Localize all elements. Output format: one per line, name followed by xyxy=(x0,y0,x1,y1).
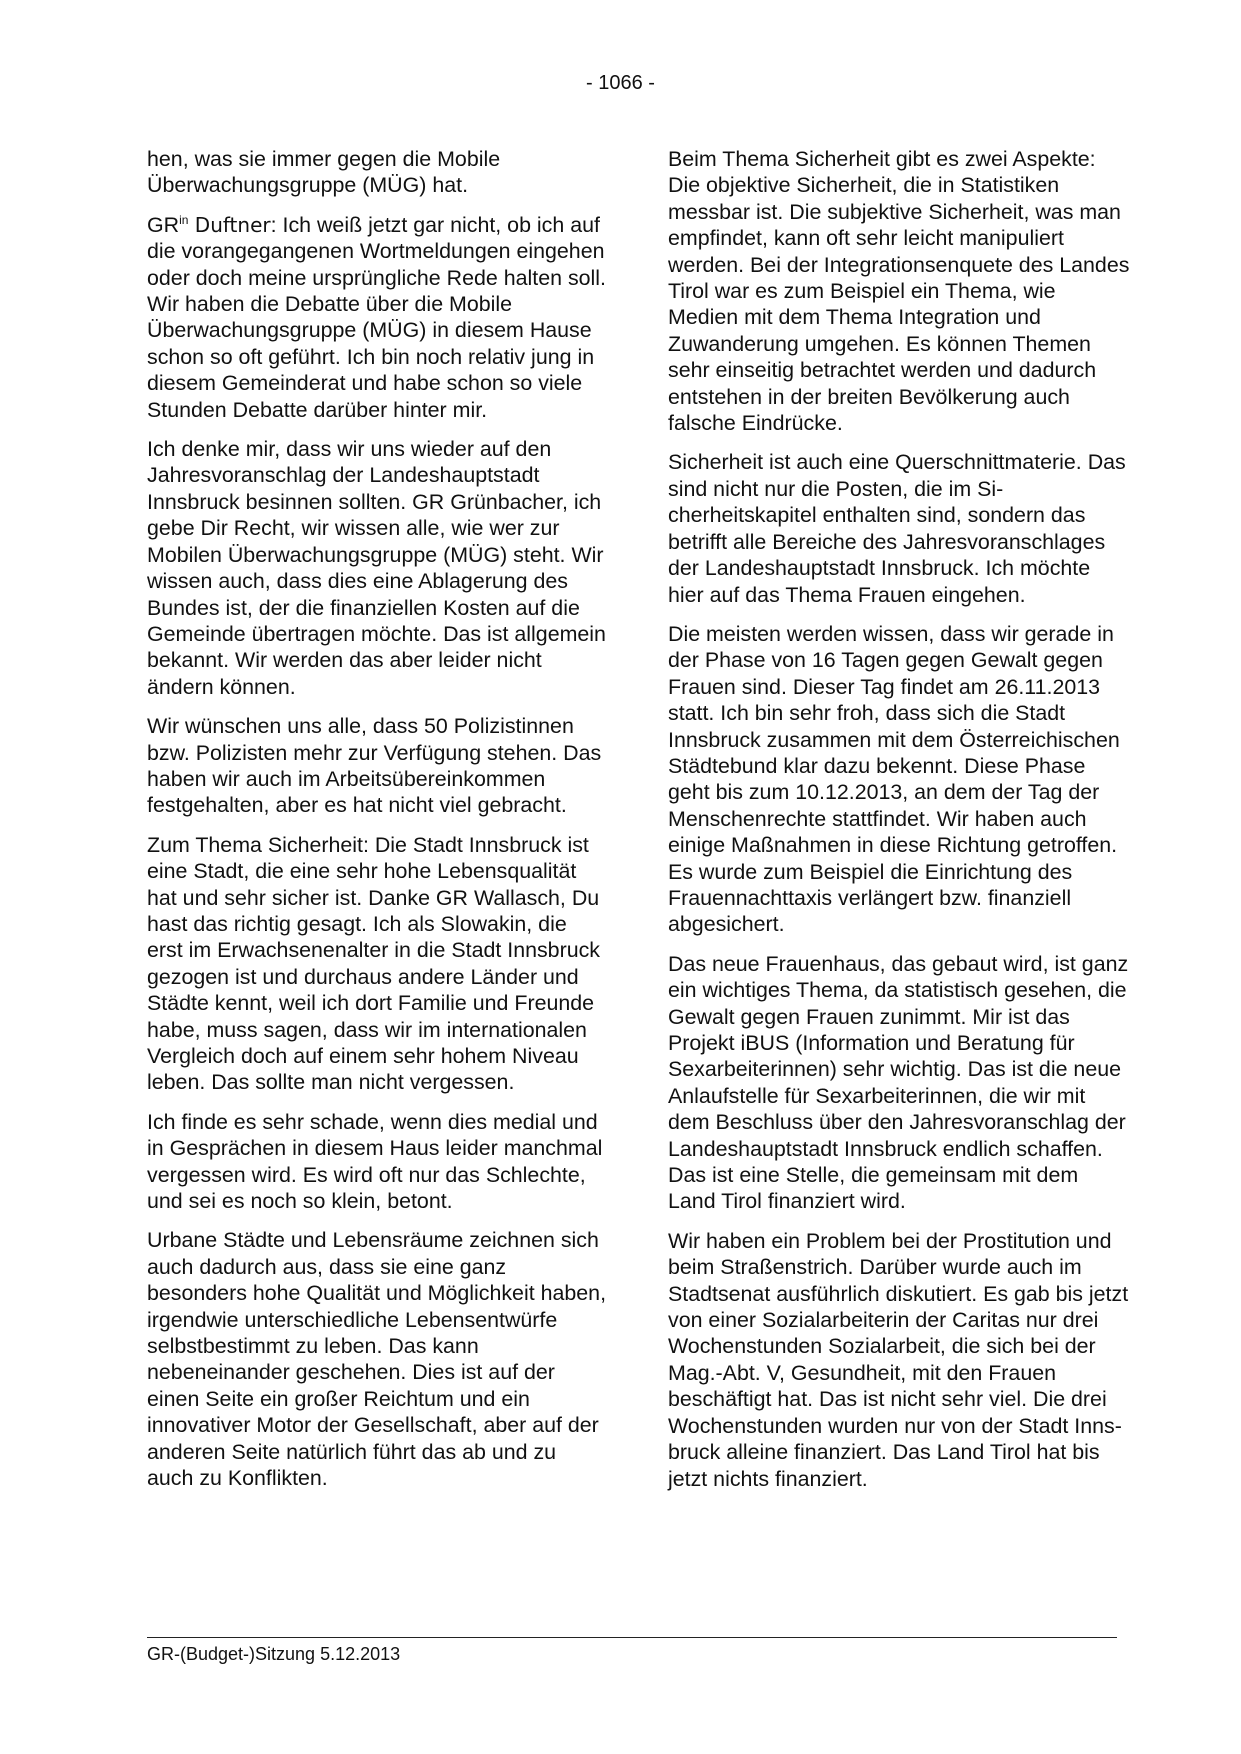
paragraph: Zum Thema Sicherheit: Die Stadt Innsbruck ist eine Stadt, die eine sehr hohe Lebensqualität hat und sehr sicher ist. Danke GR Wallasch, Du hast das richtig gesagt. Ich als Slowakin, die erst im Erwachsenenalter in die Stadt Innsbruck gezogen ist und durchaus andere Länder und Städte kennt, weil ich dort Familie und Freunde habe, muss sagen, dass wir im internationalen Vergleich doch auf einem sehr hohem Niveau leben. Das sollte man nicht vergessen. xyxy=(147,832,600,1095)
speaker-name: Duftner xyxy=(188,212,271,237)
paragraph: Urbane Städte und Lebensräume zeichnen sich auch dadurch aus, dass sie eine ganz besonders hohe Qualität und Möglichkeit haben, irgendwie unterschiedliche Lebensentwürfe selbstbestimmt zu leben. Das kann nebeneinander geschehen. Dies ist auf der einen Seite ein großer Reichtum und ein innovativer Motor der Gesellschaft, aber auf der anderen Seite natürlich führt das ab und zu auch zu Konflikten. xyxy=(147,1228,607,1491)
speaker-title-superscript: in xyxy=(179,212,189,227)
footer-session-label: GR-(Budget-)Sitzung 5.12.2013 xyxy=(147,1644,401,1664)
page-number: - 1066 - xyxy=(586,72,655,94)
speaker-paragraph xyxy=(147,212,607,423)
left-column xyxy=(147,146,607,1505)
footer-divider xyxy=(147,1637,1117,1638)
right-column xyxy=(668,146,1131,1505)
paragraph: Wir wünschen uns alle, dass 50 Polizistinnen bzw. Polizisten mehr zur Verfügung stehen. Das haben wir auch im Arbeitsübereinkommen festgehalten, aber es hat nicht viel gebracht. xyxy=(147,714,602,818)
paragraph: Beim Thema Sicherheit gibt es zwei Aspekte: Die objektive Sicherheit, die in Statistiken messbar ist. Die subjektive Sicherheit, was man empfindet, kann oft sehr leicht manipuliert werden. Bei der Integrationsenquete des Landes Tirol war es zum Beispiel ein Thema, wie Medien mit dem Thema Integration und Zuwanderung umgehen. Es können Themen sehr einseitig betrachtet werden und dadurch entstehen in der breiten Bevölkerung auch falsche Eindrücke. xyxy=(668,147,1130,436)
paragraph: hen, was sie immer gegen die Mobile Überwachungsgruppe (MÜG) hat. xyxy=(147,147,501,198)
paragraph: Die meisten werden wissen, dass wir gerade in der Phase von 16 Tagen gegen Gewalt gegen Frauen sind. Dieser Tag findet am 26.11.2013 statt. Ich bin sehr froh, dass sich die Stadt Innsbruck zusammen mit dem Österreichischen Städtebund klar dazu bekennt. Diese Phase geht bis zum 10.12.2013, an dem der Tag der Menschenrechte stattfindet. Wir haben auch einige Maßnahmen in diese Richtung getroffen. Es wurde zum Beispiel die Einrichtung des Frauennachttaxis verlängert bzw. finanziell abgesichert. xyxy=(668,621,1120,937)
paragraph: Ich denke mir, dass wir uns wieder auf den Jahresvoranschlag der Landeshauptstadt Innsbruck besinnen sollten. GR Grünbacher, ich gebe Dir Recht, wir wissen alle, wie wer zur Mobilen Überwachungsgruppe (MÜG) steht. Wir wissen auch, dass dies eine Ablagerung des Bundes ist, der die finanziellen Kosten auf die Gemeinde übertragen möchte. Das ist allgemein bekannt. Wir werden das aber leider nicht ändern können. xyxy=(147,437,606,699)
paragraph: Sicherheit ist auch eine Querschnittmaterie. Das sind nicht nur die Posten, die im Sicherheitskapitel enthalten sind, sondern das betrifft alle Bereiche des Jahresvoranschlages der Landeshauptstadt Innsbruck. Ich möchte hier auf das Thema Frauen eingehen. xyxy=(668,450,1126,607)
paragraph: Ich finde es sehr schade, wenn dies medial und in Gesprächen in diesem Haus leider manchmal vergessen wird. Es wird oft nur das Schlechte, und sei es noch so klein, betont. xyxy=(147,1109,603,1214)
speaker-title: GR xyxy=(147,212,180,237)
speech-text: : Ich weiß jetzt gar nicht, ob ich auf die vorangegangenen Wortmeldungen eingehen oder doch meine ursprüngliche Rede halten soll. Wir haben die Debatte über die Mobile Überwachungsgruppe (MÜG) in diesem Hause schon so oft geführt. Ich bin noch relativ jung in diesem Gemeinderat und habe schon so viele Stunden Debatte darüber hinter mir. xyxy=(147,212,606,422)
paragraph: Wir haben ein Problem bei der Prostitution und beim Straßenstrich. Darüber wurde auch im Stadtsenat ausführlich diskutiert. Es gab bis jetzt von einer Sozialarbeiterin der Caritas nur drei Wochenstunden Sozialarbeit, die sich bei der Mag.-Abt. V, Gesundheit, mit den Frauen beschäftigt hat. Das ist nicht sehr viel. Die drei Wochenstunden wurden nur von der Stadt Innsbruck alleine finanziert. Das Land Tirol hat bis jetzt nichts finanziert. xyxy=(668,1228,1129,1491)
paragraph: Das neue Frauenhaus, das gebaut wird, ist ganz ein wichtiges Thema, da statistisch gesehen, die Gewalt gegen Frauen zunimmt. Mir ist das Projekt iBUS (Information und Beratung für Sexarbeiterinnen) sehr wichtig. Das ist die neue Anlaufstelle für Sexarbeiterinnen, die wir mit dem Beschluss über den Jahresvoranschlag der Landeshauptstadt Innsbruck endlich schaffen. Das ist eine Stelle, die gemeinsam mit dem Land Tirol finanziert wird. xyxy=(668,951,1129,1214)
